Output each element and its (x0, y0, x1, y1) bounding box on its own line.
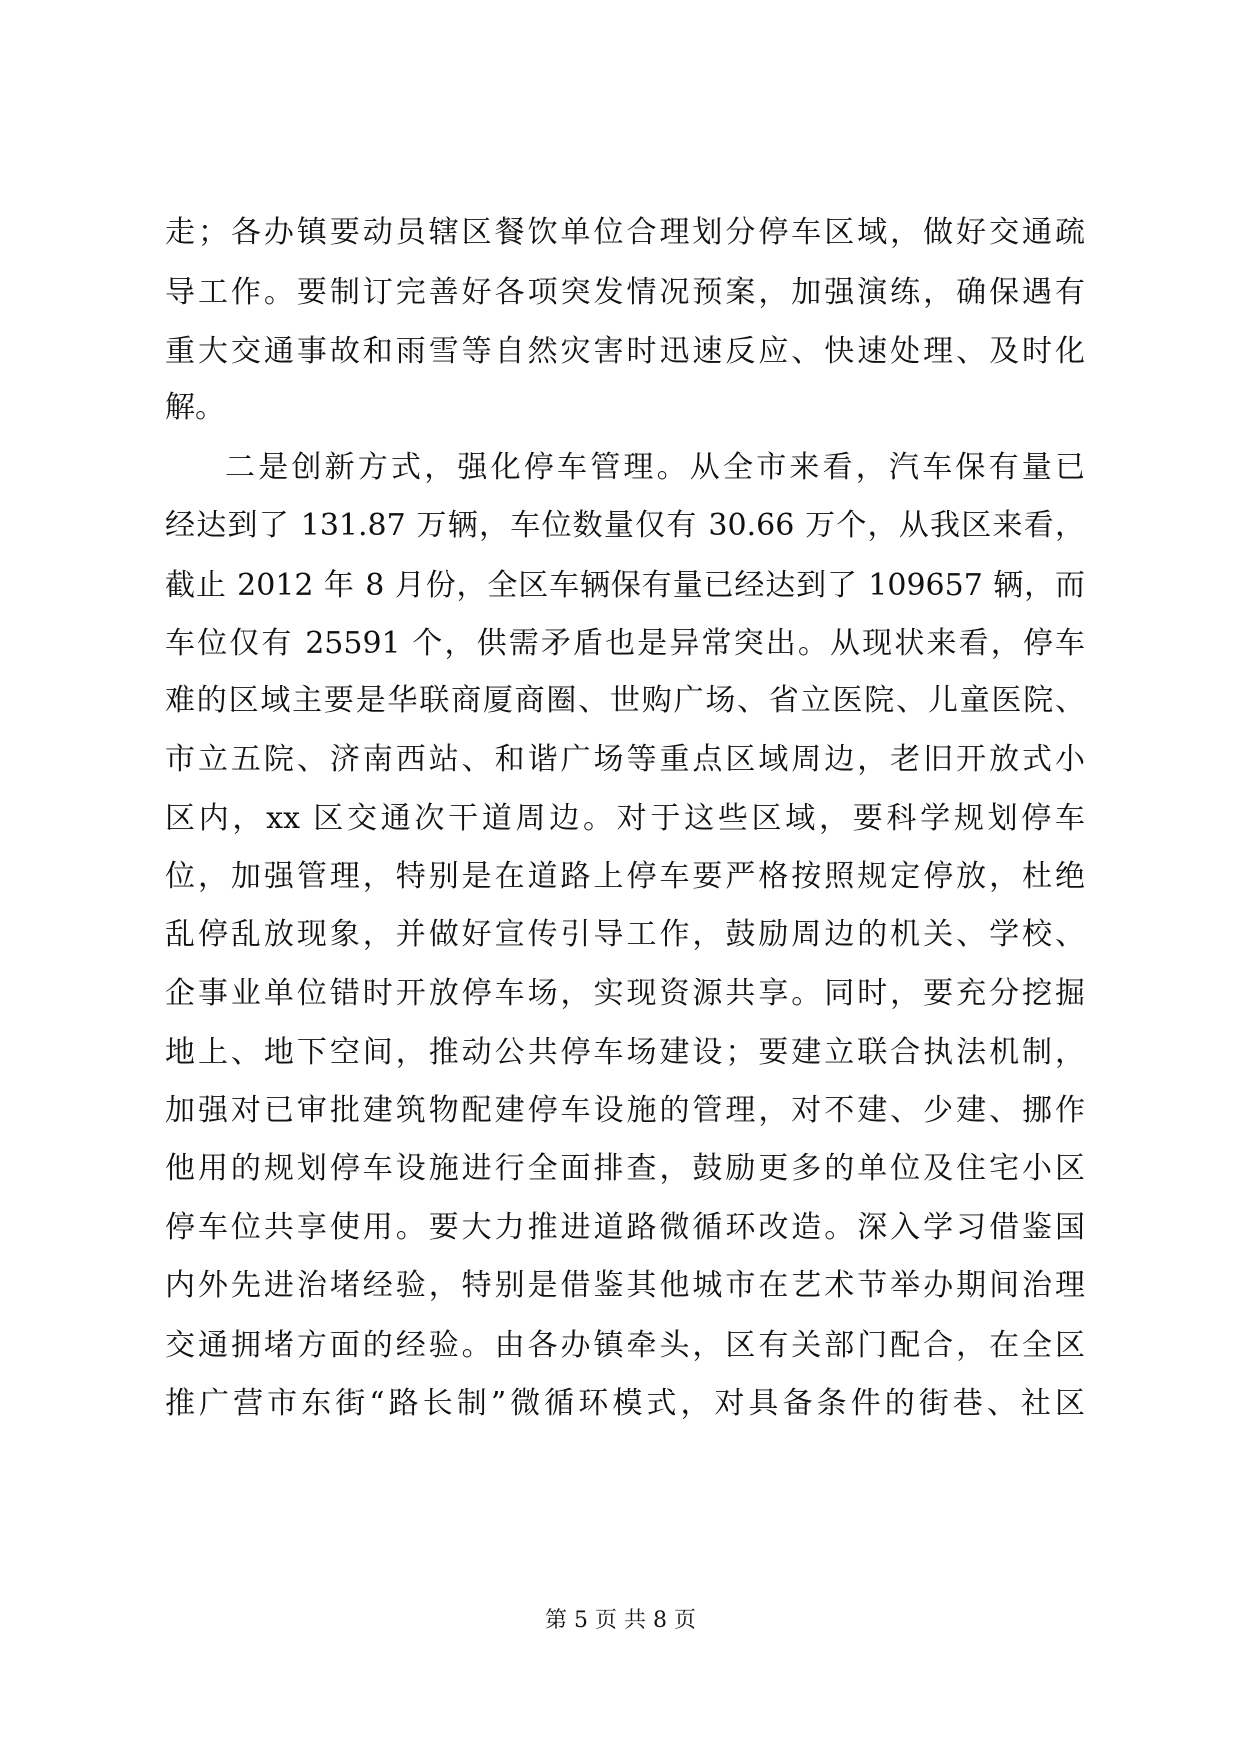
text-line: 加强对已审批建筑物配建停车设施的管理，对不建、少建、挪作 (165, 1093, 1085, 1128)
text-line: 解。 (165, 390, 225, 425)
text-line: 推广营市东街“路长制”微循环模式，对具备条件的街巷、社区 (165, 1386, 1085, 1421)
text-line: 走；各办镇要动员辖区餐饮单位合理划分停车区域，做好交通疏 (165, 215, 1085, 250)
text-line: 乱停乱放现象，并做好宣传引导工作，鼓励周边的机关、学校、 (165, 917, 1085, 952)
text-line: 区内，xx 区交通次干道周边。对于这些区域，要科学规划停车 (165, 801, 1085, 836)
text-line: 停车位共享使用。要大力推进道路微循环改造。深入学习借鉴国 (165, 1210, 1085, 1245)
text-line: 截止 2012 年 8 月份，全区车辆保有量已经达到了 109657 辆，而 (165, 568, 1085, 603)
page-footer: 第 5 页 共 8 页 (545, 1608, 696, 1633)
text-line: 经达到了 131.87 万辆，车位数量仅有 30.66 万个，从我区来看， (165, 508, 1085, 543)
text-line: 地上、地下空间，推动公共停车场建设；要建立联合执法机制， (165, 1035, 1085, 1070)
text-line: 企事业单位错时开放停车场，实现资源共享。同时，要充分挖掘 (165, 976, 1085, 1011)
text-line: 二是创新方式，强化停车管理。从全市来看，汽车保有量已 (225, 450, 1085, 485)
text-line: 重大交通事故和雨雪等自然灾害时迅速反应、快速处理、及时化 (165, 334, 1085, 369)
text-line: 车位仅有 25591 个，供需矛盾也是异常突出。从现状来看，停车 (165, 626, 1085, 661)
text-line: 市立五院、济南西站、和谐广场等重点区域周边，老旧开放式小 (165, 742, 1085, 777)
text-line: 位，加强管理，特别是在道路上停车要严格按照规定停放，杜绝 (165, 859, 1085, 894)
text-line: 他用的规划停车设施进行全面排查，鼓励更多的单位及住宅小区 (165, 1151, 1085, 1186)
text-line: 难的区域主要是华联商厦商圈、世购广场、省立医院、儿童医院、 (165, 683, 1085, 718)
text-line: 导工作。要制订完善好各项突发情况预案，加强演练，确保遇有 (165, 275, 1085, 310)
text-line: 内外先进治堵经验，特别是借鉴其他城市在艺术节举办期间治理 (165, 1268, 1085, 1303)
text-line: 交通拥堵方面的经验。由各办镇牵头，区有关部门配合，在全区 (165, 1328, 1085, 1363)
